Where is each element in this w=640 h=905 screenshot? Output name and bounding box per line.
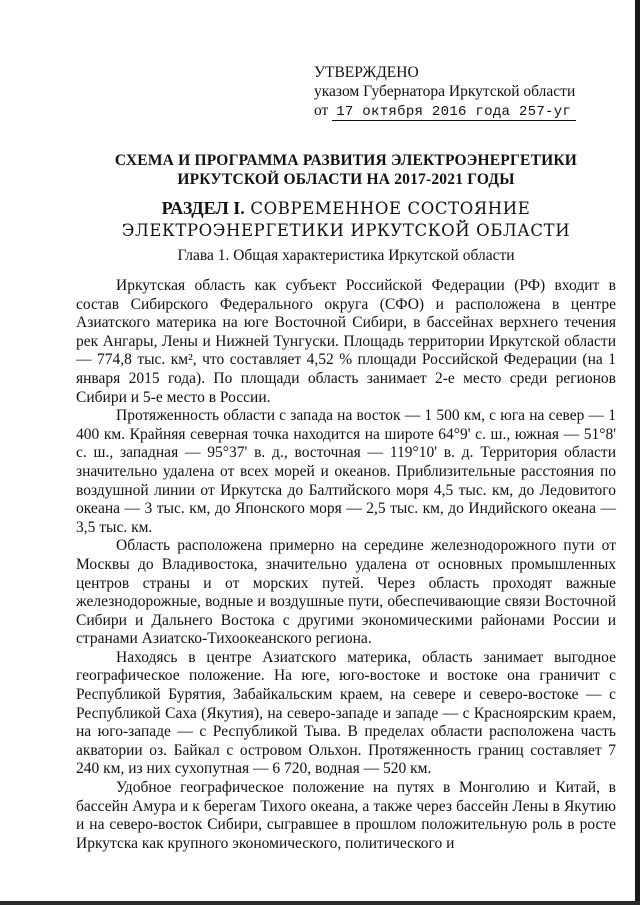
scan-edge-bottom [0,901,640,905]
body-paragraph: Область расположена примерно на середине железнодорожного пути от Москвы до Владивостока, значительно удалена от основных промышленных центров страны и от морских путей. Через область проходят важные железнодорожные, водные и воздушные пути, обеспечивающие связи Восточной Сибири и Дальнего Востока с другими экономическими районами России и странами Азиатско-Тихоокеанского региона. [76,537,616,648]
approval-decree-line: указом Губернатора Иркутской области [314,83,576,100]
body-paragraph: Находясь в центре Азиатского материка, область занимает выгодное географическое положение. На юге, юго-востоке и востоке она граничит с Республикой Бурятия, Забайкальским краем, на севере и северо-востоке — с Республикой Саха (Якутия), на северо-западе и западе — с Красноярским краем, на юго-западе — с Республикой Тыва. В пределах области расположена часть акватории оз. Байкал с островом Ольхон. Протяженность границ составляет 7 240 км, из них сухопутная — 6 720, водная — 520 км. [76,648,616,778]
approval-block [314,63,614,121]
document-title [76,151,616,189]
section-heading [76,197,616,242]
body-paragraph: Иркутская область как субъект Российской Федерации (РФ) входит в состав Сибирского Федерального округа (СФО) и расположена в центре Азиатского материка на юге Восточной Сибири, в бассейнах верхнего течения рек Ангары, Лены и Нижней Тунгуски. Площадь территории Иркутской области — 774,8 тыс. км², что составляет 4,52 % площади Российской Федерации (на 1 января 2015 года). По площади область занимает 2-е место среди регионов Сибири и 5-е место в России. [76,277,616,406]
approval-heading: УТВЕРЖДЕНО [314,64,419,81]
approval-date: 17 октября 2016 года 257-уг [332,104,576,121]
document-body [76,277,616,853]
body-paragraph: Протяженность области с запада на восток — 1 500 км, с юга на север — 1 400 км. Крайняя северная точка находится на широте 64°9' с. ш., южная — 51°8' с. ш., западная — 95°37' в. д., восточная — 119°10' в. д. Территория области значительно удалена от всех морей и океанов. Приблизительные расстояния по воздушной линии от Иркутска до Балтийского моря 4,5 тыс. км, до Ледовитого океана — 3 тыс. км, до Японского моря — 2,5 тыс. км, до Индийского океана — 3,5 тыс. км. [76,407,616,536]
approval-date-line [314,101,614,121]
body-paragraph: Удобное географическое положение на путях в Монголию и Китай, в бассейн Амура и к берегам Тихого океана, а также через бассейн Лены в Якутию и на северо-восток Сибири, сыгравшее в прошлом положительную роль в росте Иркутска как крупного экономического, политического и [76,779,616,852]
document-title-line1: СХЕМА И ПРОГРАММА РАЗВИТИЯ ЭЛЕКТРОЭНЕРГЕТИКИ [114,152,578,169]
section-title: СОВРЕМЕННОЕ СОСТОЯНИЕ ЭЛЕКТРОЭНЕРГЕТИКИ ИРКУТСКОЙ ОБЛАСТИ [121,199,571,240]
approval-date-prefix: от [314,102,329,119]
scan-edge-right [635,0,640,905]
chapter-heading: Глава 1. Общая характеристика Иркутской области [177,247,515,264]
section-prefix: РАЗДЕЛ I. [161,198,245,218]
document-title-line2: ИРКУТСКОЙ ОБЛАСТИ НА 2017-2021 ГОДЫ [177,171,515,188]
